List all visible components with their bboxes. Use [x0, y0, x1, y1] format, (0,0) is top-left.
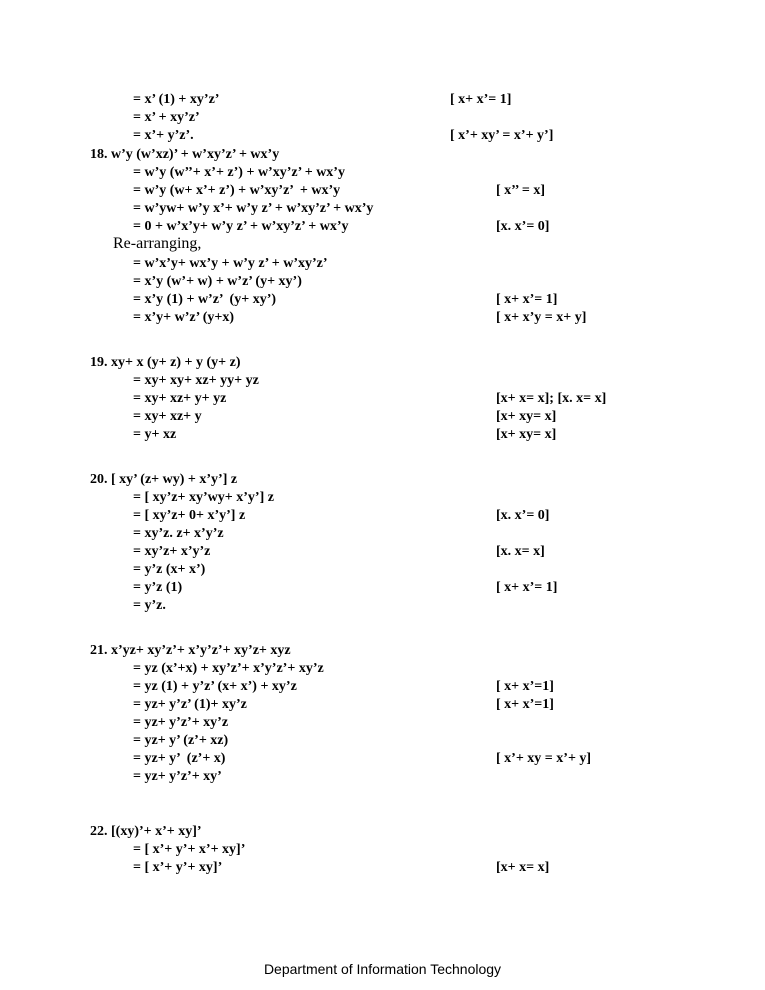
derivation-step: = [ xy’z+ 0+ x’y’] z: [133, 508, 246, 523]
derivation-step: = yz (x’+x) + xy’z’+ x’y’z’+ xy’z: [133, 661, 324, 676]
rule-annotation: [ x+ x’= 1]: [496, 292, 558, 307]
rule-annotation: [ x+ x’y = x+ y]: [496, 310, 587, 325]
derivation-step: = xy’z+ x’y’z: [133, 544, 211, 559]
derivation-step: = xy+ xz+ y: [133, 409, 202, 424]
page-footer: Department of Information Technology: [263, 961, 502, 977]
derivation-step: = x’+ y’z’.: [133, 128, 194, 143]
rule-annotation: [x+ xy= x]: [496, 409, 557, 424]
derivation-step: = yz+ y’z’+ xy’: [133, 769, 222, 784]
rule-annotation: [ x+ x’= 1]: [450, 92, 512, 107]
derivation-step: = w’y (w+ x’+ z’) + w’xy’z’ + wx’y: [133, 183, 341, 198]
derivation-step: = x’ + xy’z’: [133, 110, 200, 125]
derivation-step: = x’y (1) + w’z’ (y+ xy’): [133, 292, 277, 307]
derivation-step: = x’ (1) + xy’z’: [133, 92, 220, 107]
derivation-step: = xy+ xz+ y+ yz: [133, 391, 227, 406]
rule-annotation: [ x+ x’=1]: [496, 679, 554, 694]
problem-21-heading: 21. x’yz+ xy’z’+ x’y’z’+ xy’z+ xyz: [90, 643, 291, 658]
derivation-step: = xy’z. z+ x’y’z: [133, 526, 224, 541]
derivation-step: = x’y (w’+ w) + w’z’ (y+ xy’): [133, 274, 302, 289]
rule-annotation: [ x+ x’=1]: [496, 697, 554, 712]
rule-annotation: [ x’+ xy = x’+ y]: [496, 751, 592, 766]
rule-annotation: [x. x’= 0]: [496, 508, 550, 523]
derivation-step: = w’yw+ w’y x’+ w’y z’ + w’xy’z’ + wx’y: [133, 201, 374, 216]
rule-annotation: [x. x= x]: [496, 544, 545, 559]
derivation-step: = yz+ y’ (z’+ x): [133, 751, 226, 766]
rule-annotation: [x+ xy= x]: [496, 427, 557, 442]
problem-22-heading: 22. [(xy)’+ x’+ xy]’: [90, 824, 202, 839]
derivation-step: = yz (1) + y’z’ (x+ x’) + xy’z: [133, 679, 297, 694]
derivation-step: = w’x’y+ wx’y + w’y z’ + w’xy’z’: [133, 256, 328, 271]
derivation-step: = y’z (x+ x’): [133, 562, 206, 577]
derivation-step: = [ x’+ y’+ x’+ xy]’: [133, 842, 246, 857]
derivation-step: = w’y (w’’+ x’+ z’) + w’xy’z’ + wx’y: [133, 165, 345, 180]
derivation-step: = yz+ y’z’ (1)+ xy’z: [133, 697, 247, 712]
rule-annotation: [ x’’ = x]: [496, 183, 546, 198]
problem-19-heading: 19. xy+ x (y+ z) + y (y+ z): [90, 355, 241, 370]
derivation-step: = y+ xz: [133, 427, 177, 442]
rule-annotation: [x. x’= 0]: [496, 219, 550, 234]
derivation-step: = x’y+ w’z’ (y+x): [133, 310, 235, 325]
rule-annotation: [ x’+ xy’ = x’+ y’]: [450, 128, 554, 143]
derivation-step: = yz+ y’ (z’+ xz): [133, 733, 229, 748]
derivation-step: = xy+ xy+ xz+ yy+ yz: [133, 373, 259, 388]
derivation-step: = y’z (1): [133, 580, 183, 595]
derivation-step: = 0 + w’x’y+ w’y z’ + w’xy’z’ + wx’y: [133, 219, 349, 234]
rearranging-note: Re-arranging,: [113, 235, 202, 252]
rule-annotation: [ x+ x’= 1]: [496, 580, 558, 595]
rule-annotation: [x+ x= x]: [496, 860, 550, 875]
derivation-step: = yz+ y’z’+ xy’z: [133, 715, 229, 730]
problem-20-heading: 20. [ xy’ (z+ wy) + x’y’] z: [90, 472, 238, 487]
derivation-step: = [ xy’z+ xy’wy+ x’y’] z: [133, 490, 274, 505]
problem-18-heading: 18. w’y (w’xz)’ + w’xy’z’ + wx’y: [90, 147, 280, 162]
rule-annotation: [x+ x= x]; [x. x= x]: [496, 391, 607, 406]
derivation-step: = y’z.: [133, 598, 166, 613]
derivation-step: = [ x’+ y’+ xy]’: [133, 860, 223, 875]
